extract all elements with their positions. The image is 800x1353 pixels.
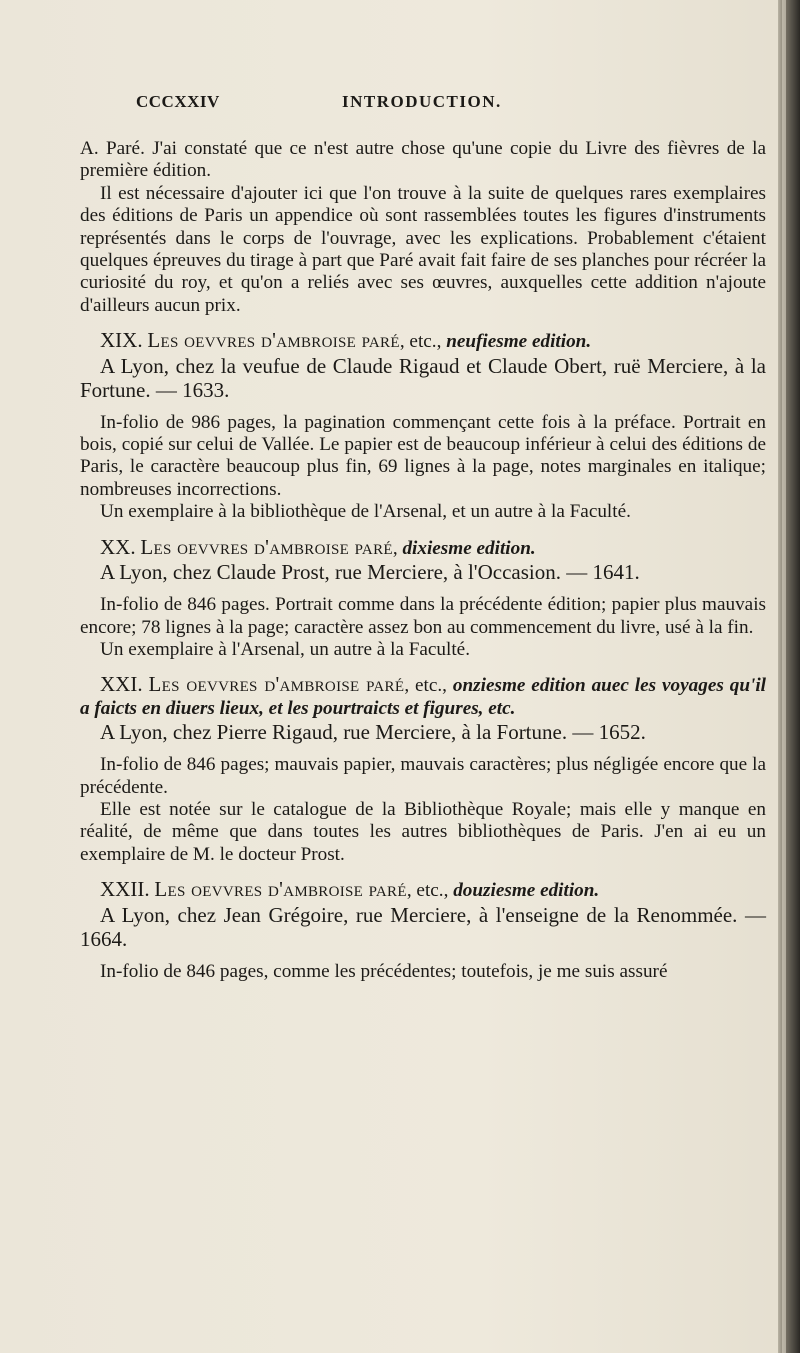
- page-body: [80, 138, 766, 983]
- running-title: INTRODUCTION.: [342, 92, 502, 111]
- intro-paragraph-2: Il est nécessaire d'ajouter ici que l'on trouve à la suite de quelques rares exemplaires des éditions de Paris un appendice où sont rassemblées toutes les figures d'instruments représentés dans le corps de l'ouvrage, avec les explications. Probablement c'étaient quelques épreuves du tirage à part que Paré avait fait faire de ses planches pour récréer la curiosité du roy, et qu'on a reliés avec ses œuvres, auxquelles cette addition n'ajoute d'ailleurs aucun prix.: [80, 182, 766, 316]
- entry-description: In-folio de 846 pages, comme les précédentes; toutefois, je me suis assuré: [100, 960, 668, 982]
- entry-imprint: A Lyon, chez Pierre Rigaud, rue Merciere, à la Fortune. — 1652.: [100, 720, 646, 745]
- edition-entry-xx: [80, 536, 766, 662]
- entry-holdings: Elle est notée sur le catalogue de la Bibliothèque Royale; mais elle y manque en réalité, de même que dans toutes les autres bibliothèques de Paris. J'en ai eu un exemplaire de M. le docteur Prost.: [80, 798, 766, 865]
- entry-number: XIX.: [100, 328, 143, 353]
- entry-edition: neufiesme edition.: [446, 331, 592, 353]
- page-binding-edge: [778, 0, 800, 1353]
- entry-etc: , etc.,: [406, 880, 454, 902]
- entry-title: Les oevvres d'ambroise paré: [148, 672, 405, 697]
- entry-number: XXII.: [100, 877, 150, 902]
- intro-paragraph-1: A. Paré. J'ai constaté que ce n'est autre chose qu'une copie du Livre des fièvres de la première édition.: [80, 138, 766, 182]
- entry-title: Les oevvres d'ambroise paré: [154, 877, 407, 902]
- entry-title: Les oevvres d'ambroise paré: [140, 534, 393, 559]
- entry-imprint: A Lyon, chez Jean Grégoire, rue Merciere, à l'enseigne de la Renommée. — 1664.: [80, 902, 766, 951]
- entry-heading: [80, 673, 766, 720]
- entry-holdings: Un exemplaire à l'Arsenal, un autre à la Faculté.: [100, 638, 470, 660]
- running-header: [136, 92, 776, 122]
- entry-heading: [80, 536, 766, 560]
- entry-etc: , etc.,: [399, 331, 447, 353]
- entry-number: XXI.: [100, 672, 143, 697]
- edition-entry-xxii: [80, 878, 766, 983]
- entry-description: In-folio de 846 pages. Portrait comme dans la précédente édition; papier plus mauvais encore; 78 lignes à la page; caractère assez bon au commencement du livre, usé à la fin.: [80, 594, 766, 638]
- entry-heading: [80, 329, 766, 353]
- entry-description: In-folio de 846 pages; mauvais papier, mauvais caractères; plus négligée encore que la précédente.: [80, 754, 766, 798]
- edition-entry-xxi: [80, 673, 766, 866]
- edition-entry-xix: [80, 329, 766, 523]
- entry-number: XX.: [100, 534, 136, 559]
- entry-edition: douziesme edition.: [453, 880, 600, 902]
- entry-heading: [80, 878, 766, 902]
- entry-edition: dixiesme edition.: [402, 537, 536, 559]
- entry-description: In-folio de 986 pages, la pagination commençant cette fois à la préface. Portrait en bois, copié sur celui de Vallée. Le papier est de beaucoup inférieur à celui des éditions de Paris, le caractère beaucoup plus fin, 69 lignes à la page, notes marginales en italique; nombreuses incorrections.: [80, 411, 766, 500]
- entry-imprint: A Lyon, chez la veufue de Claude Rigaud et Claude Obert, ruë Merciere, à la Fortune. — 1633.: [80, 353, 766, 402]
- entry-imprint: A Lyon, chez Claude Prost, rue Merciere, à l'Occasion. — 1641.: [100, 560, 640, 585]
- entry-title: Les oevvres d'ambroise paré: [147, 328, 400, 353]
- entry-etc: , etc.,: [404, 675, 453, 697]
- page-folio: CCCXXIV: [136, 92, 220, 111]
- entry-holdings: Un exemplaire à la bibliothèque de l'Arsenal, et un autre à la Faculté.: [100, 501, 631, 523]
- entry-etc: ,: [392, 537, 403, 559]
- entry-edition: onziesme edition auec les voyages qu'il a faicts en diuers lieux, et les pourtraicts et figures, etc.: [80, 675, 767, 719]
